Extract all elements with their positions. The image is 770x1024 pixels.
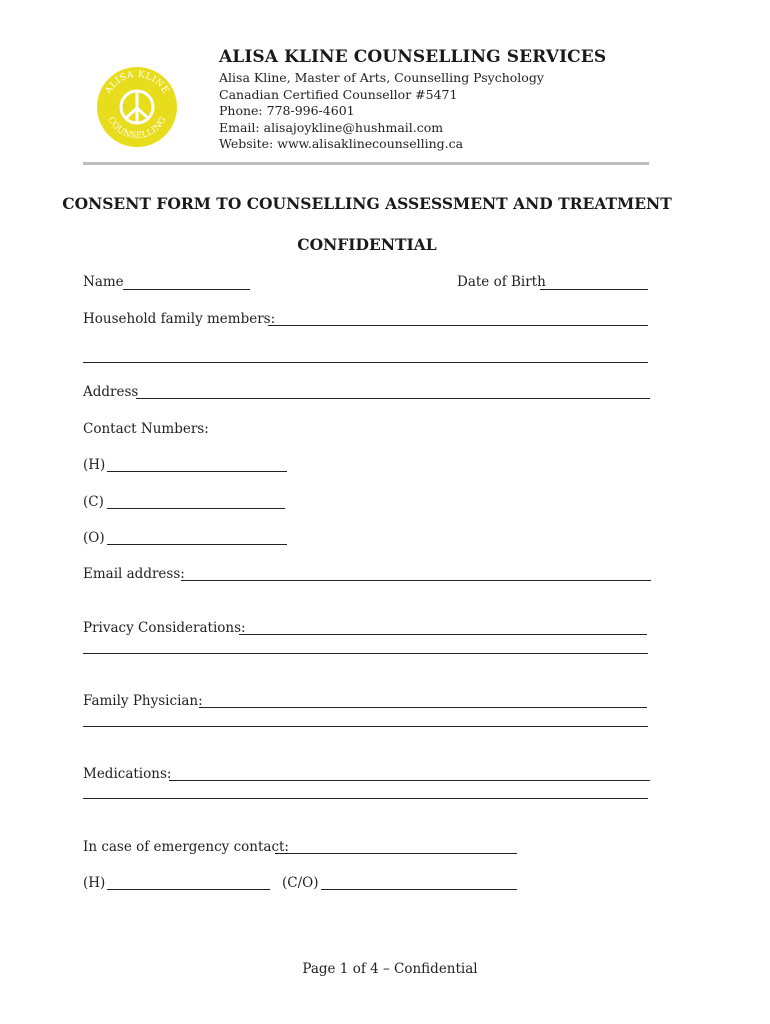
home-phone-label: (H) xyxy=(83,457,106,473)
emergency-co-field[interactable] xyxy=(321,889,517,890)
emergency-label: In case of emergency contact: xyxy=(83,839,289,855)
form-title: CONSENT FORM TO COUNSELLING ASSESSMENT AND TREATMENT xyxy=(62,194,672,213)
cell-phone-field[interactable] xyxy=(107,508,285,509)
medications-field[interactable] xyxy=(169,780,650,781)
household-field[interactable] xyxy=(268,325,648,326)
contact-numbers-label: Contact Numbers: xyxy=(83,421,209,437)
privacy-label: Privacy Considerations: xyxy=(83,620,246,636)
home-phone-field[interactable] xyxy=(107,471,287,472)
physician-field-line-2[interactable] xyxy=(83,726,648,727)
emergency-home-label: (H) xyxy=(83,875,106,891)
credential-line: Alisa Kline, Master of Arts, Counselling Psychology xyxy=(219,70,544,85)
dob-field[interactable] xyxy=(540,289,648,290)
dob-label: Date of Birth xyxy=(457,274,546,290)
certification-line: Canadian Certified Counsellor #5471 xyxy=(219,87,458,102)
address-label: Address xyxy=(83,384,139,400)
org-name: ALISA KLINE COUNSELLING SERVICES xyxy=(219,47,607,67)
email-field[interactable] xyxy=(181,580,651,581)
privacy-field[interactable] xyxy=(239,634,647,635)
household-label: Household family members: xyxy=(83,311,276,327)
medications-field-line-2[interactable] xyxy=(83,798,648,799)
address-field[interactable] xyxy=(136,398,650,399)
phone-line: Phone: 778-996-4601 xyxy=(219,103,355,118)
svg-text:COUNSELLING: COUNSELLING xyxy=(105,115,169,142)
emergency-contact-field[interactable] xyxy=(275,853,517,854)
emergency-home-field[interactable] xyxy=(107,889,270,890)
cell-phone-label: (C) xyxy=(83,494,104,510)
svg-text:ALISA KLINE: ALISA KLINE xyxy=(103,69,171,96)
page-footer: Page 1 of 4 – Confidential xyxy=(302,961,478,977)
physician-label: Family Physician: xyxy=(83,693,203,709)
email-label: Email address: xyxy=(83,566,185,582)
peace-sign-logo xyxy=(96,66,178,148)
privacy-field-line-2[interactable] xyxy=(83,653,648,654)
header-divider xyxy=(83,162,649,165)
emergency-co-label: (C/O) xyxy=(282,875,319,891)
email-line: Email: alisajoykline@hushmail.com xyxy=(219,120,444,135)
name-field[interactable] xyxy=(123,289,250,290)
office-phone-field[interactable] xyxy=(107,544,287,545)
form-subtitle: CONFIDENTIAL xyxy=(297,235,437,254)
medications-label: Medications: xyxy=(83,766,172,782)
physician-field[interactable] xyxy=(199,707,647,708)
name-label: Name xyxy=(83,274,124,290)
website-line: Website: www.alisaklinecounselling.ca xyxy=(219,136,464,151)
household-field-line-2[interactable] xyxy=(83,362,648,363)
office-phone-label: (O) xyxy=(83,530,105,546)
